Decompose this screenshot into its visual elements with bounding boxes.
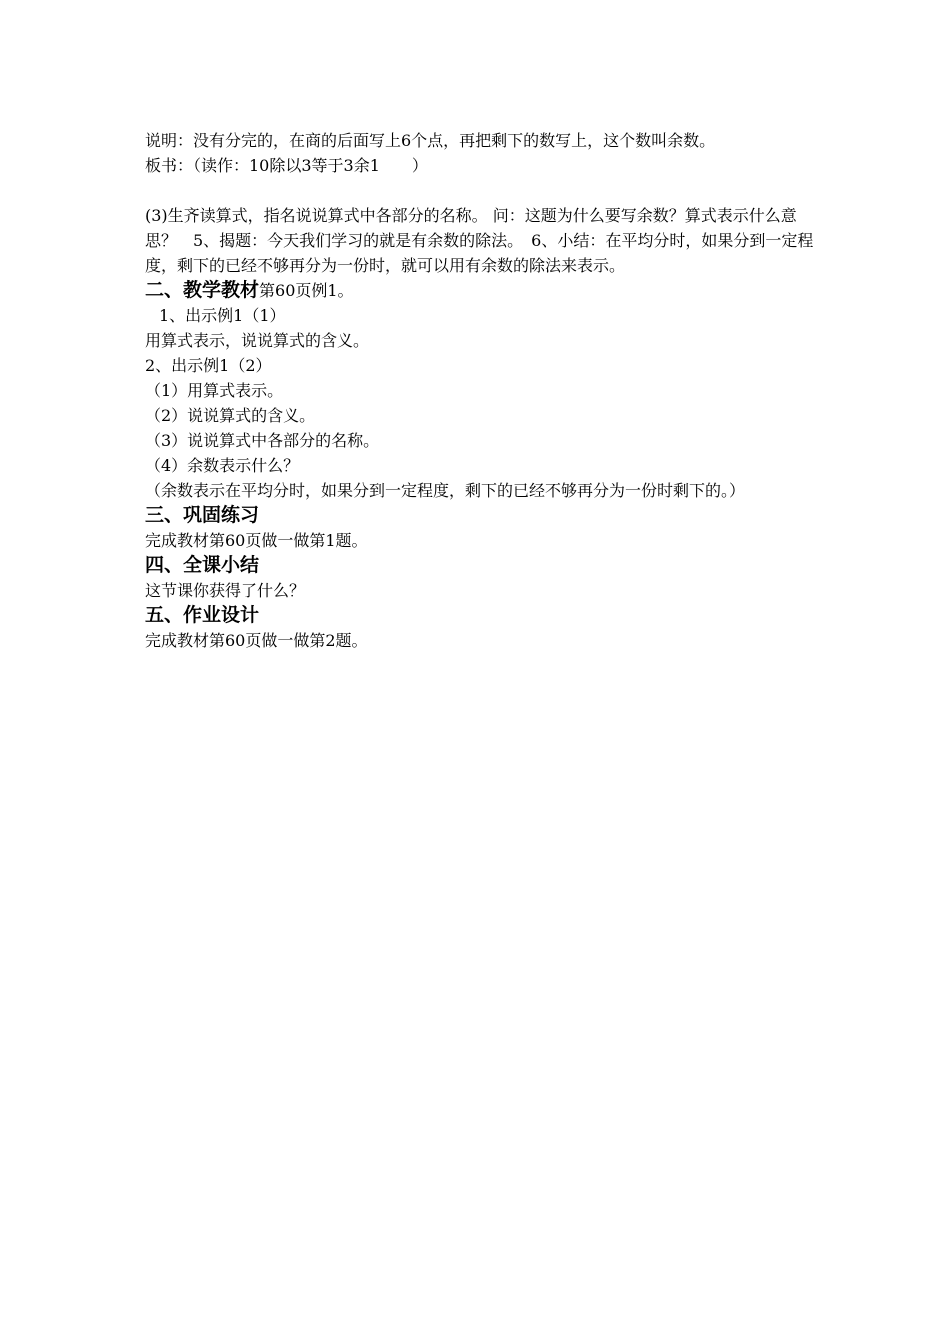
sub-item-3: （3）说说算式中各部分的名称。 bbox=[145, 431, 380, 450]
section-5-text: 完成教材第60页做一做第2题。 bbox=[145, 631, 368, 650]
section-3-text: 完成教材第60页做一做第1题。 bbox=[145, 531, 368, 550]
step-3-paragraph: (3)生齐读算式，指名说说算式中各部分的名称。 问：这题为什么要写余数？算式表示什么意思？ 5、揭题：今天我们学习的就是有余数的除法。 6、小结：在平均分时，如果分到一定程度，剩下的已经不够再分为一份时，就可以用有余数的除法来表示。 bbox=[145, 206, 814, 275]
section-2-heading-line bbox=[145, 278, 817, 303]
sub-item-4: （4）余数表示什么？ bbox=[145, 456, 300, 475]
remainder-answer: （余数表示在平均分时，如果分到一定程度，剩下的已经不够再分为一份时剩下的。） bbox=[145, 481, 746, 500]
blank-line bbox=[145, 178, 817, 203]
document-body bbox=[145, 128, 817, 653]
section-4-text: 这节课你获得了什么？ bbox=[145, 581, 306, 600]
board-writing-line: 板书：（读作：10除以3等于3余1 ） bbox=[145, 156, 428, 175]
explanation-line: 说明：没有分完的，在商的后面写上6个点，再把剩下的数写上，这个数叫余数。 bbox=[145, 131, 716, 150]
example-1-part-1: 1、出示例1（1） bbox=[159, 306, 286, 325]
section-2-heading: 二、教学教材 bbox=[145, 279, 260, 301]
section-5-heading: 五、作业设计 bbox=[145, 604, 260, 626]
example-1-part-1-text: 用算式表示，说说算式的含义。 bbox=[145, 331, 370, 350]
section-3-heading: 三、巩固练习 bbox=[145, 504, 260, 526]
sub-item-2: （2）说说算式的含义。 bbox=[145, 406, 316, 425]
section-2-heading-tail: 第60页例1。 bbox=[259, 281, 354, 300]
section-4-heading: 四、全课小结 bbox=[145, 554, 260, 576]
example-1-part-2: 2、出示例1（2） bbox=[145, 356, 272, 375]
sub-item-1: （1）用算式表示。 bbox=[145, 381, 284, 400]
